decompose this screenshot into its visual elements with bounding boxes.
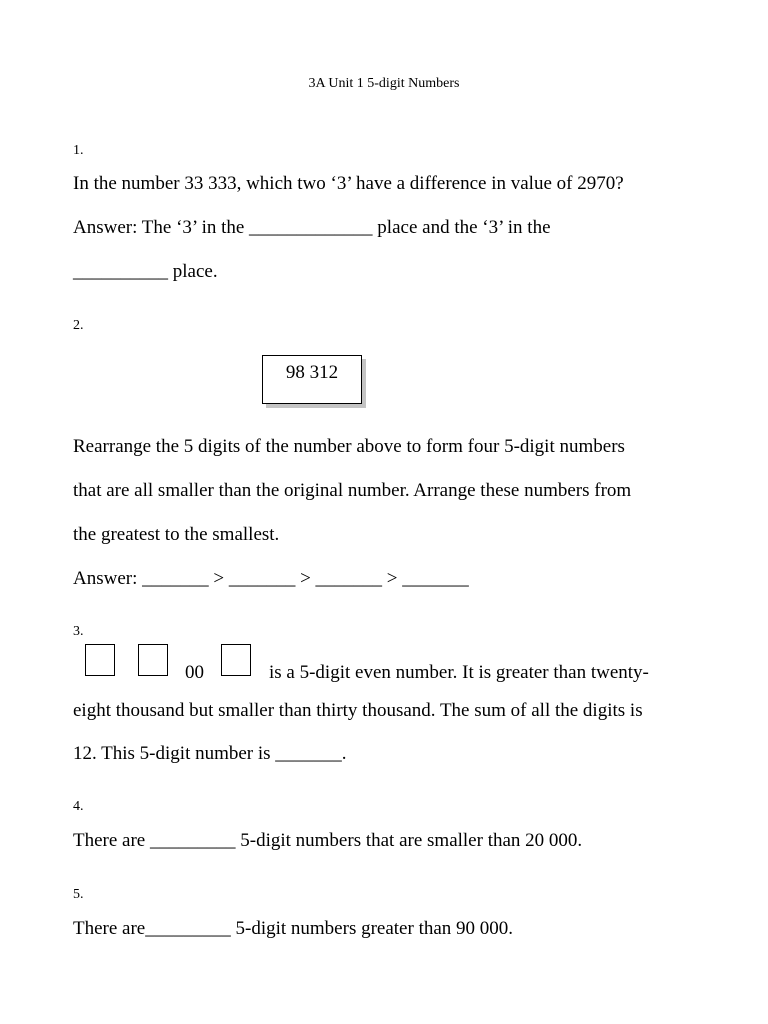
question-3-answer-line: 12. This 5-digit number is _______. <box>73 743 347 764</box>
digit-box-1 <box>85 644 115 676</box>
digit-box-2 <box>138 644 168 676</box>
question-4-number: 4. <box>73 799 84 814</box>
page-title: 3A Unit 1 5-digit Numbers <box>308 76 460 91</box>
question-2-number: 2. <box>73 318 84 333</box>
question-1-answer-line-2: __________ place. <box>73 261 218 282</box>
question-2-answer-line: Answer: _______ > _______ > _______ > _______ <box>73 568 469 589</box>
question-3-text-line-1: is a 5-digit even number. It is greater than twenty- <box>269 662 649 683</box>
number-box: 98 312 <box>262 355 362 404</box>
question-3-number: 3. <box>73 624 84 639</box>
question-5-number: 5. <box>73 887 84 902</box>
question-4-text: There are _________ 5-digit numbers that are smaller than 20 000. <box>73 830 583 851</box>
question-5-text: There are_________ 5-digit numbers greater than 90 000. <box>73 918 514 939</box>
question-2-text-line-1: Rearrange the 5 digits of the number above to form four 5-digit numbers <box>73 436 625 457</box>
question-2-text-line-2: that are all smaller than the original number. Arrange these numbers from <box>73 480 632 501</box>
question-2-text-line-3: the greatest to the smallest. <box>73 524 280 545</box>
digits-text: 00 <box>185 662 204 683</box>
question-3-text-line-2: eight thousand but smaller than thirty thousand. The sum of all the digits is <box>73 700 643 721</box>
question-1-answer-line: Answer: The ‘3’ in the _____________ place and the ‘3’ in the <box>73 217 551 238</box>
question-1-number: 1. <box>73 143 84 158</box>
digit-box-3 <box>221 644 251 676</box>
question-1-text: In the number 33 333, which two ‘3’ have a difference in value of 2970? <box>73 173 624 194</box>
